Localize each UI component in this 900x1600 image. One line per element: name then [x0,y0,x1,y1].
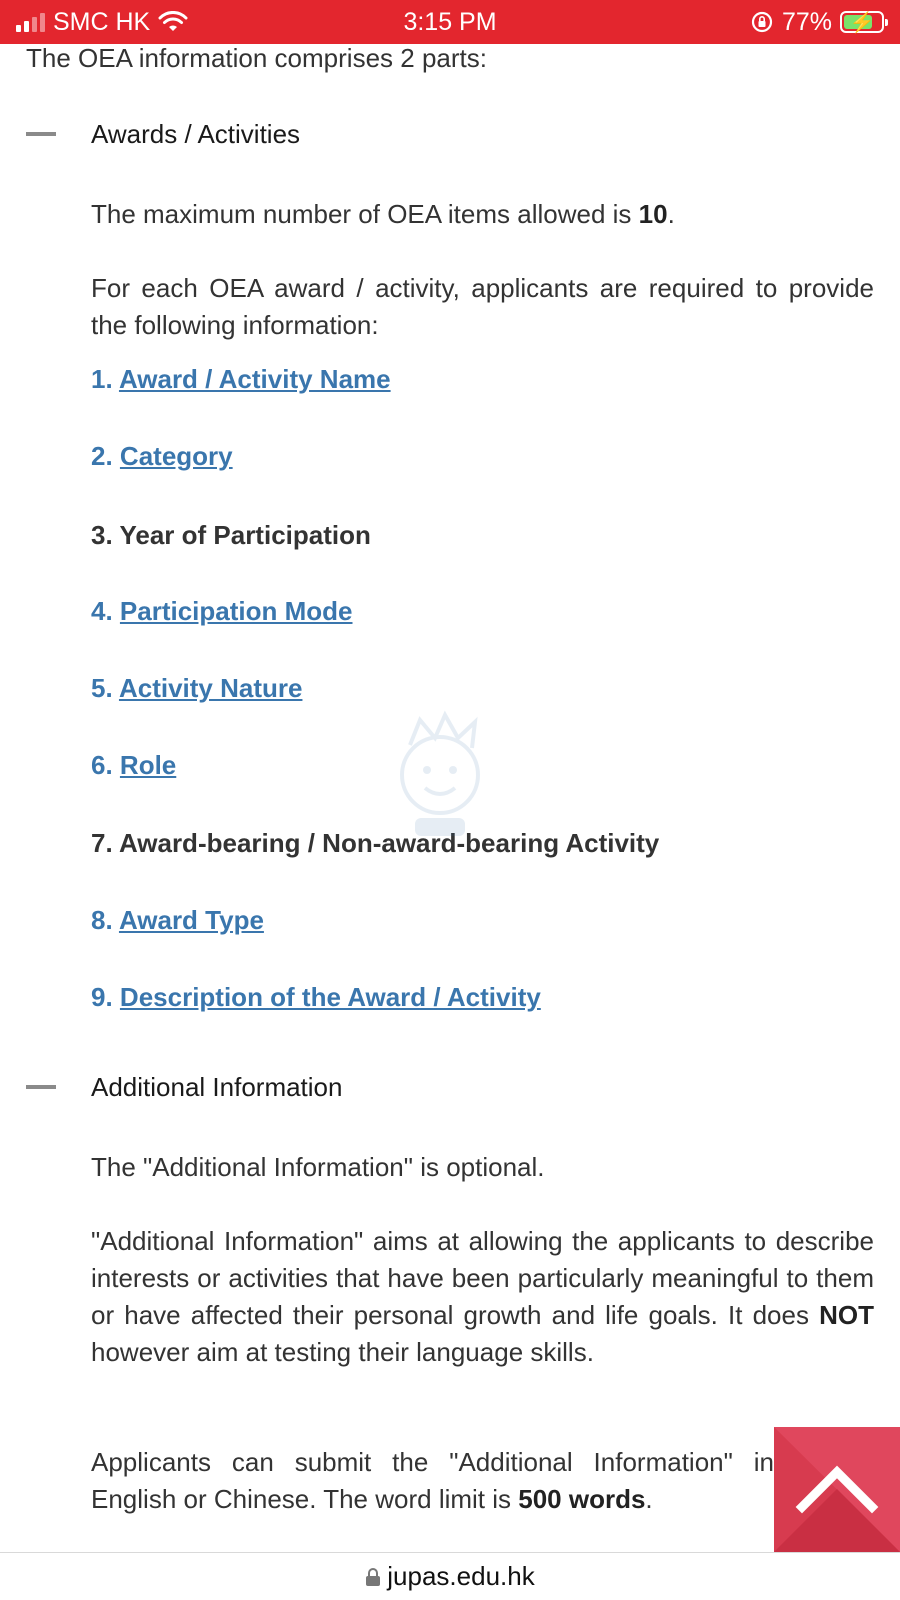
item-number: 9. [91,982,113,1012]
max-items-text: The maximum number of OEA items allowed is [91,199,639,229]
oea-item-6[interactable] [91,748,176,782]
optional-paragraph: The "Additional Information" is optional. [91,1152,545,1182]
item-number: 4. [91,596,113,626]
submit-paragraph [91,1444,774,1518]
item-label: Award-bearing / Non-award-bearing Activity [118,828,660,858]
section-title: Awards / Activities [91,119,301,149]
lock-icon [365,1567,381,1587]
section-awards-activities[interactable] [0,114,900,154]
battery-percent: 77% [781,7,832,36]
chevron-up-icon [774,1427,900,1552]
max-items-suffix: . [667,199,675,229]
item-number: 7. [91,828,113,858]
item-number: 8. [91,905,113,935]
required-info-paragraph: For each OEA award / activity, applicants are required to provide the following information: [91,273,874,340]
oea-item-9[interactable] [91,980,541,1014]
item-link[interactable]: Award Type [118,905,264,935]
battery-charging-icon: ⚡ [840,11,884,33]
aims-text-1: "Additional Information" aims at allowing the applicants to describe interests or activities that have been particularly meaningful to them or have affected their personal growth and life goals. It does [91,1226,874,1330]
item-link[interactable]: Category [119,441,233,471]
submit-text-2: . [645,1484,653,1514]
carrier-name: SMC HK [53,7,151,36]
submit-text-1: Applicants can submit the "Additional Information" in English or Chinese. The word limit is [91,1447,774,1514]
item-label: Year of Participation [119,520,371,550]
item-link[interactable]: Role [119,750,177,780]
item-link[interactable]: Award / Activity Name [118,364,391,394]
oea-item-5[interactable] [91,671,302,705]
item-link[interactable]: Participation Mode [119,596,353,626]
item-link[interactable]: Description of the Award / Activity [119,982,541,1012]
oea-item-2[interactable] [91,439,233,473]
status-bar-right [750,0,884,44]
watermark-mascot-icon [380,700,500,850]
oea-item-8[interactable] [91,903,264,937]
item-number: 1. [91,364,113,394]
oea-item-7 [91,826,659,860]
oea-item-4[interactable] [91,594,353,628]
aims-text-2: however aim at testing their language skills. [91,1337,594,1367]
max-items-value: 10 [638,199,668,229]
item-number: 5. [91,673,113,703]
clock: 3:15 PM [403,8,497,36]
status-bar [0,0,900,44]
aims-emphasis: NOT [819,1300,874,1330]
max-items-paragraph [91,196,874,233]
item-link[interactable]: Activity Nature [118,673,303,703]
section-title: Additional Information [91,1072,343,1102]
collapse-dash-icon[interactable] [26,132,56,136]
item-number: 6. [91,750,113,780]
url-domain[interactable]: jupas.edu.hk [387,1561,535,1591]
word-limit: 500 words [518,1484,646,1514]
collapse-dash-icon[interactable] [26,1085,56,1089]
oea-item-3 [91,518,371,552]
item-number: 3. [91,520,113,550]
oea-item-1[interactable] [91,362,391,396]
browser-url-bar[interactable] [0,1552,900,1600]
section-additional-information[interactable] [0,1067,900,1107]
item-number: 2. [91,441,113,471]
back-to-top-button[interactable] [774,1427,900,1552]
aims-paragraph [91,1223,874,1371]
intro-text: The OEA information comprises 2 parts: [26,43,487,73]
orientation-lock-icon [750,10,774,34]
